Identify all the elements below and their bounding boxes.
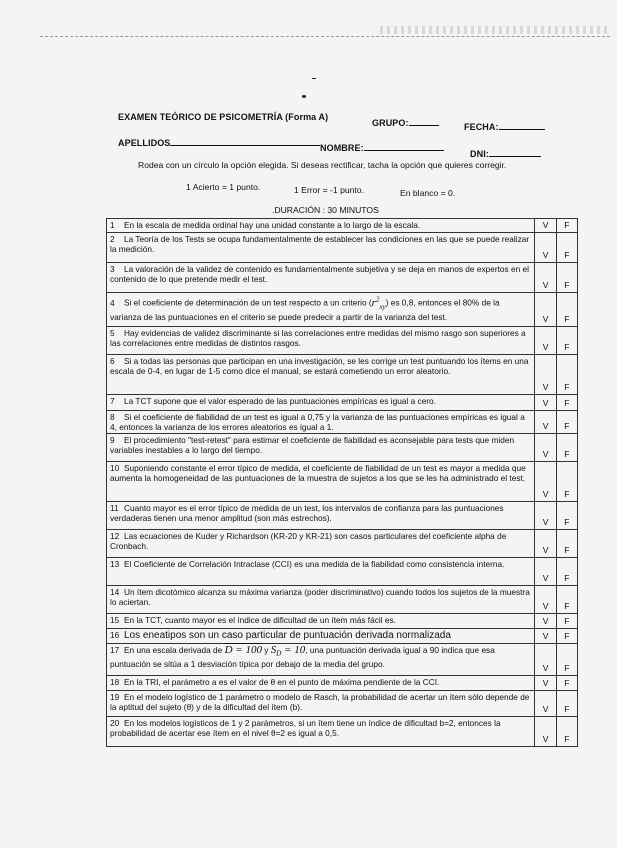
question-number: 1 — [110, 220, 115, 230]
question-number: 3 — [110, 264, 115, 274]
option-v[interactable]: V — [535, 395, 556, 411]
question-row — [107, 558, 578, 586]
sd-subscript: D — [276, 649, 282, 658]
question-text: El Coeficiente de Correlación Intraclase (CCI) es una medida de la fiabilidad como consistencia interna. — [124, 559, 505, 569]
option-f[interactable]: F — [556, 629, 577, 644]
question-text: En el modelo logístico de 1 parámetro o modelo de Rasch, la probabilidad de acertar un ítem sólo depende de la aptitud del sujeto (θ) y de la dificultad del ítem (b). — [110, 692, 530, 712]
option-v[interactable]: V — [535, 614, 556, 629]
question-row — [107, 644, 578, 676]
question-text: En los modelos logísticos de 1 y 2 parámetros, si un ítem tiene un índice de dificultad b=2, entonces la probabilidad de acertar ese ítem en el nivel θ=2 es igual a 0,5. — [110, 718, 501, 738]
question-row — [107, 691, 578, 717]
question-row — [107, 629, 578, 644]
question-text: Un ítem dicotómico alcanza su máxima varianza (poder discriminativo) cuando todos los sujetos de la muestra lo aciertan. — [110, 587, 530, 607]
question-row — [107, 263, 578, 293]
question-row — [107, 717, 578, 747]
option-v[interactable]: V — [535, 434, 556, 462]
nombre-blank[interactable] — [364, 142, 444, 151]
equation-connector: y — [264, 645, 269, 655]
question-number: 8 — [110, 412, 115, 422]
fecha-blank[interactable] — [499, 121, 545, 130]
option-v[interactable]: V — [535, 263, 556, 293]
option-f[interactable]: F — [556, 586, 577, 614]
fecha-field[interactable] — [464, 121, 545, 132]
question-text: , una puntuación derivada igual a 90 indica que esa puntuación se sitúa a 1 desviación típica por debajo de la media del grupo. — [110, 645, 495, 669]
apellidos-label: APELLIDOS — [118, 138, 171, 148]
option-f[interactable]: F — [556, 263, 577, 293]
option-v[interactable]: V — [535, 233, 556, 263]
option-v[interactable]: V — [535, 717, 556, 747]
option-f[interactable]: F — [556, 676, 577, 691]
dni-field[interactable] — [470, 148, 541, 159]
question-text: En una escala derivada de — [124, 645, 223, 655]
mean-equation: D = 100 — [224, 644, 262, 656]
grupo-blank[interactable] — [409, 117, 439, 126]
question-text-cell — [107, 434, 535, 462]
question-text-cell — [107, 614, 535, 629]
question-text-cell — [107, 233, 535, 263]
question-text: Los eneatipos son un caso particular de puntuación derivada normalizada — [124, 630, 451, 641]
duration: .DURACIÓN : 30 MINUTOS — [272, 205, 379, 215]
question-text: En la escala de medida ordinal hay una unidad constante a lo largo de la escala. — [124, 220, 421, 230]
question-text: La valoración de la validez de contenido es fundamentalmente subjetiva y se deja en manos de expertos en el contenido de lo que pretende medir el test. — [110, 264, 529, 284]
option-f[interactable]: F — [556, 434, 577, 462]
question-text-cell — [107, 395, 535, 411]
question-row — [107, 219, 578, 233]
question-text-cell — [107, 219, 535, 233]
fecha-label: FECHA: — [464, 122, 499, 132]
question-number: 14 — [110, 587, 120, 597]
question-text: El procedimiento "test-retest" para estimar el coeficiente de fiabilidad es aconsejable para tests que miden variables inestables a lo largo del tiempo. — [110, 435, 515, 455]
sd-symbol: S — [270, 644, 277, 656]
question-text: La Teoría de los Tests se ocupa fundamentalmente de establecer las condiciones en las que se puede realizar la medición. — [110, 234, 530, 254]
question-number: 7 — [110, 396, 115, 406]
question-number: 11 — [110, 503, 119, 513]
option-f[interactable]: F — [556, 327, 577, 355]
question-row — [107, 502, 578, 530]
question-row — [107, 586, 578, 614]
exam-title: EXAMEN TEÓRICO DE PSICOMETRÍA (Forma A) — [118, 112, 329, 122]
option-f[interactable]: F — [556, 691, 577, 717]
question-text-cell — [107, 676, 535, 691]
rxy-squared-symbol: $r^2_{xy}$ — [371, 295, 386, 311]
scan-artifact-noise — [380, 26, 610, 34]
option-f[interactable]: F — [556, 219, 577, 233]
question-text: La TCT supone que el valor esperado de las puntuaciones empíricas es igual a cero. — [124, 396, 436, 406]
grupo-label: GRUPO: — [372, 118, 409, 128]
dni-label: DNI: — [470, 149, 489, 159]
option-f[interactable]: F — [556, 717, 577, 747]
option-f[interactable]: F — [556, 355, 577, 395]
option-v[interactable]: V — [535, 586, 556, 614]
option-v[interactable]: V — [535, 462, 556, 502]
question-text: Si el coeficiente de fiabilidad de un test es igual a 0,75 y la varianza de las puntuaciones empíricas es igual a 4, entonces la varianza de los errores aleatorios es igual a 1. — [110, 412, 525, 432]
option-f[interactable]: F — [556, 530, 577, 558]
question-number: 13 — [110, 559, 120, 569]
option-v[interactable]: V — [535, 644, 556, 676]
question-number: 18 — [110, 677, 120, 687]
question-number: 6 — [110, 356, 115, 366]
question-number: 5 — [110, 328, 115, 338]
option-v[interactable]: V — [535, 530, 556, 558]
question-text-cell — [107, 586, 535, 614]
question-text-cell — [107, 502, 535, 530]
question-number: 17 — [110, 645, 120, 655]
mark-dash — [312, 78, 316, 79]
option-f[interactable]: F — [556, 395, 577, 411]
questions-table — [106, 218, 578, 747]
question-number: 9 — [110, 435, 115, 445]
question-text-cell — [107, 530, 535, 558]
question-text: En la TCT, cuanto mayor es el índice de dificultad de un ítem más fácil es. — [124, 615, 396, 625]
option-v[interactable]: V — [535, 676, 556, 691]
dni-blank[interactable] — [489, 148, 541, 157]
option-v[interactable]: V — [535, 355, 556, 395]
option-v[interactable]: V — [535, 629, 556, 644]
mark-dot — [302, 95, 306, 98]
scoring-error: 1 Error = -1 punto. — [294, 185, 364, 195]
question-row — [107, 411, 578, 434]
scan-artifact — [40, 36, 610, 37]
question-text-cell — [107, 293, 535, 327]
question-text: ) es 0,8, entonces el 80% de la varianza de las puntuaciones en el criterio se puede predecir a partir de la varianza del test. — [110, 297, 500, 322]
option-f[interactable]: F — [556, 411, 577, 434]
question-text-cell — [107, 462, 535, 502]
question-text: Si a todas las personas que participan en una investigación, se les corrige un test puntuando los ítems en una escala de 0-4, en lugar de 1-5 como dice el manual, se estará cometiendo un error aleatorio. — [110, 356, 529, 376]
question-text: Las ecuaciones de Kuder y Richardson (KR-20 y KR-21) son casos particulares del coeficiente alpha de Cronbach. — [110, 531, 507, 551]
question-row — [107, 434, 578, 462]
question-text: Hay evidencias de validez discriminante si las correlaciones entre medidas del mismo rasgo son superiores a las correlaciones entre medidas de distintos rasgos. — [110, 328, 526, 348]
option-f[interactable]: F — [556, 462, 577, 502]
question-row — [107, 530, 578, 558]
question-number: 19 — [110, 692, 120, 702]
apellidos-blank[interactable] — [170, 137, 320, 146]
option-v[interactable]: V — [535, 327, 556, 355]
option-f[interactable]: F — [556, 502, 577, 530]
question-text-cell — [107, 263, 535, 293]
scoring-blanco: En blanco = 0. — [400, 188, 456, 198]
apellidos-field[interactable] — [118, 137, 320, 148]
question-number: 16 — [110, 630, 120, 640]
question-text-cell — [107, 629, 535, 644]
question-row — [107, 293, 578, 327]
sd-value: = 10 — [281, 644, 306, 656]
question-number: 4 — [110, 297, 115, 308]
question-text-cell — [107, 717, 535, 747]
question-text: Si el coeficiente de determinación de un test respecto a un criterio ( — [124, 297, 372, 308]
question-text-cell — [107, 411, 535, 434]
question-text-cell — [107, 355, 535, 395]
instructions-line: Rodea con un círculo la opción elegida. Si deseas rectificar, tacha la opción que quieres corregir. — [138, 160, 507, 170]
question-row — [107, 462, 578, 502]
option-f[interactable]: F — [556, 233, 577, 263]
question-row — [107, 676, 578, 691]
nombre-field[interactable] — [320, 142, 444, 153]
scoring-acierto: 1 Acierto = 1 punto. — [186, 182, 261, 192]
question-number: 20 — [110, 718, 120, 728]
option-v[interactable]: V — [535, 502, 556, 530]
option-f[interactable]: F — [556, 293, 577, 327]
question-text-cell — [107, 691, 535, 717]
question-row — [107, 233, 578, 263]
question-text: Suponiendo constante el error típico de medida, el coeficiente de fiabilidad de un test es mayor a medida que aumenta la homogeneidad de las puntuaciones de la muestra de sujetos a los que se les ha administrado el test. — [110, 463, 526, 483]
question-number: 10 — [110, 463, 120, 473]
option-v[interactable]: V — [535, 411, 556, 434]
question-text-cell — [107, 327, 535, 355]
question-row — [107, 355, 578, 395]
question-row — [107, 327, 578, 355]
option-v[interactable]: V — [535, 691, 556, 717]
question-text-cell — [107, 644, 535, 676]
question-text: En la TRI, el parámetro a es el valor de θ en el punto de máxima pendiente de la CCI. — [124, 677, 440, 687]
question-row — [107, 614, 578, 629]
option-v[interactable]: V — [535, 219, 556, 233]
option-v[interactable]: V — [535, 558, 556, 586]
option-f[interactable]: F — [556, 558, 577, 586]
option-v[interactable]: V — [535, 293, 556, 327]
question-number: 15 — [110, 615, 120, 625]
question-text: Cuanto mayor es el error típico de medida de un test, los intervalos de confianza para las puntuaciones verdaderas tienen una menor amplitud (son más estrechos). — [110, 503, 504, 523]
nombre-label: NOMBRE: — [320, 143, 364, 153]
grupo-field[interactable] — [372, 117, 439, 128]
question-number: 12 — [110, 531, 120, 541]
option-f[interactable]: F — [556, 614, 577, 629]
question-number: 2 — [110, 234, 115, 244]
question-text-cell — [107, 558, 535, 586]
option-f[interactable]: F — [556, 644, 577, 676]
question-row — [107, 395, 578, 411]
